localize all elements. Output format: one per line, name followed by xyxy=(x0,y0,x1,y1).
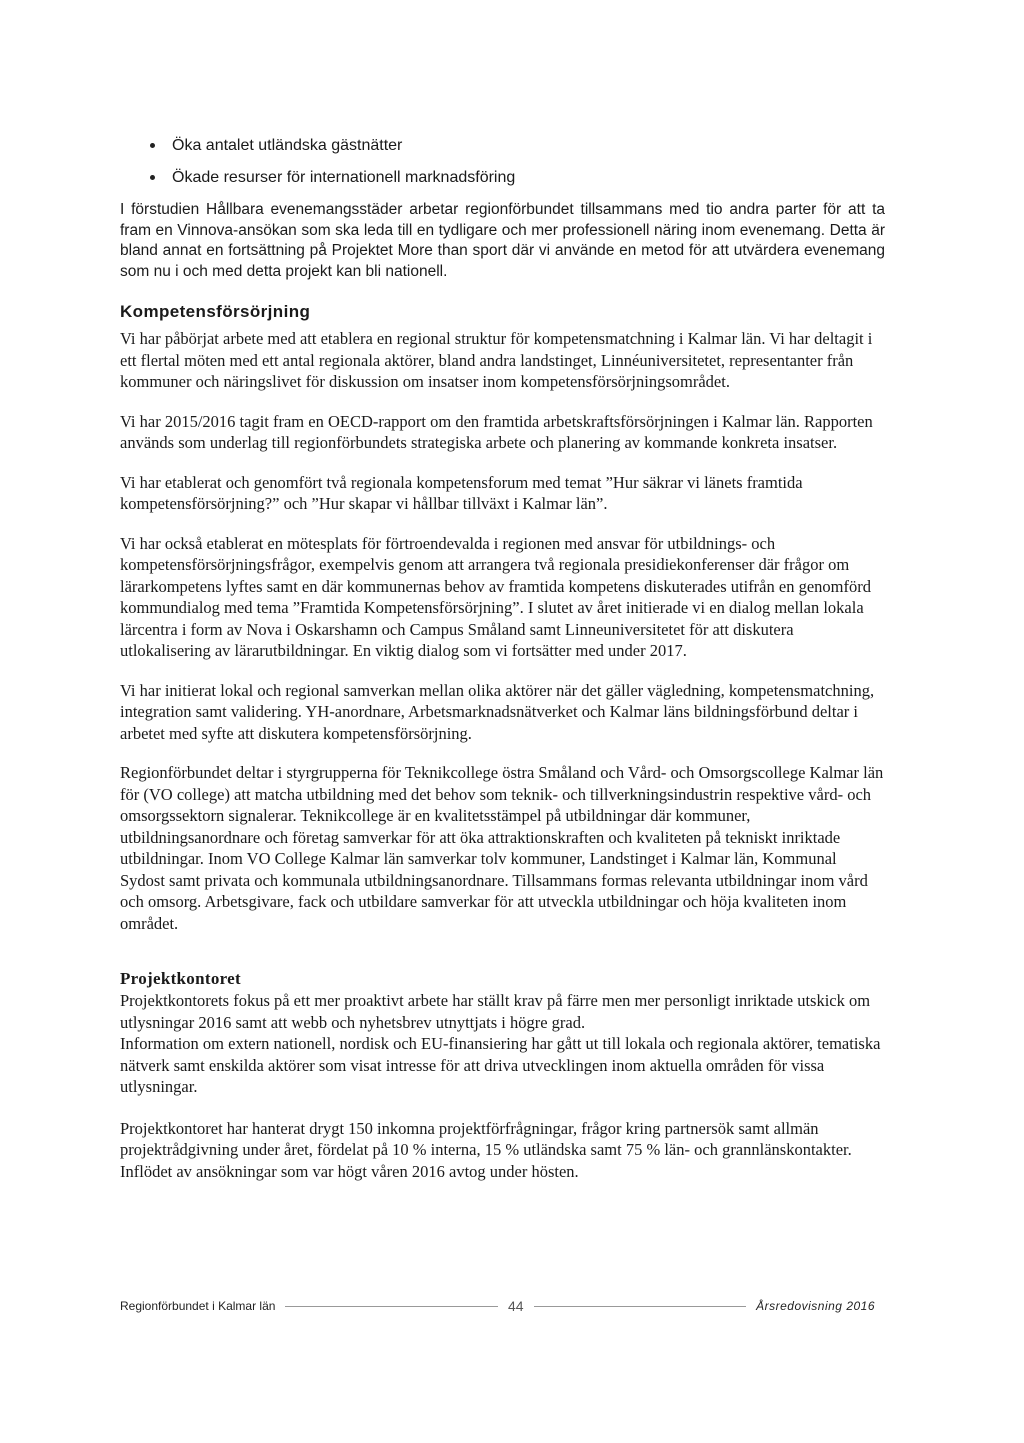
bullet-icon xyxy=(150,143,155,148)
bullet-text: Öka antalet utländska gästnätter xyxy=(172,137,403,154)
section-heading-projektkontoret: Projektkontoret xyxy=(120,969,241,988)
body-paragraph: Regionförbundet deltar i styrgrupperna för Teknikcollege östra Småland och Vård- och Omsorgscollege Kalmar län för (VO college) att matcha utbildning med det behov som teknik- och tillverkningsindustrin respektive vård- och omsorgssektorn signalerar. Teknikcollege är en kvalitetsstämpel på utbildningar där kommuner, utbildningsanordnare och företag samverkar för att öka attraktionskraften och kvaliteten på tekniskt inriktade utbildningar. Inom VO College Kalmar län samverkar tolv kommuner, Landstinget i Kalmar län, Kommunal Sydost samt privata och kommunala utbildningsanordnare. Tillsammans formas relevanta utbildningar inom vård och omsorg. Arbetsgivare, fack och utbildare samverkar för att utveckla utbildningar och höja kvaliteten inom området. xyxy=(120,763,884,933)
body-paragraph: Vi har etablerat och genomfört två regionala kompetensforum med temat ”Hur säkrar vi länets framtida kompetensförsörjning?” och ”Hur skapar vi hållbar tillväxt i Kalmar län”. xyxy=(120,472,803,513)
section-heading-kompetensforsorjning: Kompetensförsörjning xyxy=(120,302,311,321)
body-paragraph: Vi har 2015/2016 tagit fram en OECD-rapport om den framtida arbetskraftsförsörjningen i Kalmar län. Rapporten används som underlag till regionförbundets strategiska arbete och planering av kommande konkreta insatser. xyxy=(120,411,873,452)
footer-rule-right xyxy=(534,1306,747,1307)
bullet-item xyxy=(120,168,885,188)
body-paragraph: Vi har också etablerat en mötesplats för förtroendevalda i regionen med ansvar för utbildnings- och kompetensförsörjningsfrågor, exempelvis genom att arrangera två regionala presidiekonferenser där frågor om lärarkompetens lyftes samt en där kommunernas behov av framtida kompetens diskuterades utifrån en genomförd kommundialog med tema ”Framtida Kompetensförsörjning”. I slutet av året initierade vi en dialog mellan lokala lärcentra i form av Nova i Oskarshamn och Campus Småland samt Linneuniversitetet för att diskutera utlokalisering av lärarutbildningar. En viktig dialog som vi fortsätter med under 2017. xyxy=(120,533,871,660)
footer-report-title: Årsredovisning 2016 xyxy=(756,1299,876,1313)
bullet-icon xyxy=(150,175,155,180)
body-paragraph: Projektkontoret har hanterat drygt 150 inkomna projektförfrågningar, frågor kring partnersök samt allmän projektrådgivning under året, fördelat på 10 % interna, 15 % utländska samt 75 % län- och grannlänskontakter. Inflödet av ansökningar som var högt våren 2016 avtog under hösten. xyxy=(120,1118,852,1181)
bullet-item xyxy=(120,136,885,156)
body-paragraph: Projektkontorets fokus på ett mer proaktivt arbete har ställt krav på färre men mer personligt inriktade utskick om utlysningar 2016 samt att webb och nyhetsbrev utnyttjats i högre grad. xyxy=(120,991,871,1032)
body-paragraph: Vi har initierat lokal och regional samverkan mellan olika aktörer när det gäller vägledning, kompetensmatchning, integration samt validering. YH-anordnare, Arbetsmarknadsnätverket och Kalmar läns bildningsförbund deltar i arbetet med syfte att diskutera kompetensförsörjning. xyxy=(120,680,875,743)
bullet-list xyxy=(120,136,885,188)
body-paragraph: Vi har påbörjat arbete med att etablera en regional struktur för kompetensmatchning i Kalmar län. Vi har deltagit i ett flertal möten med ett antal regionala aktörer, bland andra landstinget, Linnéuniversitetet, representanter från kommuner och näringslivet för diskussion om insatser inom kompetensförsörjningsområdet. xyxy=(120,329,873,391)
bullet-text: Ökade resurser för internationell marknadsföring xyxy=(172,169,516,186)
intro-paragraph: I förstudien Hållbara evenemangsstäder arbetar regionförbundet tillsammans med tio andra parter för att ta fram en Vinnova-ansökan som ska leda till en tydligare och mer professionell näring inom evenemang. Detta är bland annat en fortsättning på Projektet More than sport där vi använde en metod för att utvärdera evenemang som nu i och med detta projekt kan bli nationell. xyxy=(120,201,885,280)
footer-rule-left xyxy=(285,1306,498,1307)
page-content xyxy=(120,136,885,1200)
page-number: 44 xyxy=(507,1298,524,1314)
page-footer xyxy=(120,1296,875,1316)
body-paragraph: Information om extern nationell, nordisk och EU-finansiering har gått ut till lokala och regionala aktörer, tematiska nätverk samt enskilda aktörer som visat intresse för att driva utvecklingen inom aktuella områden för vissa utlysningar. xyxy=(120,1034,881,1096)
footer-organization: Regionförbundet i Kalmar län xyxy=(120,1299,276,1313)
